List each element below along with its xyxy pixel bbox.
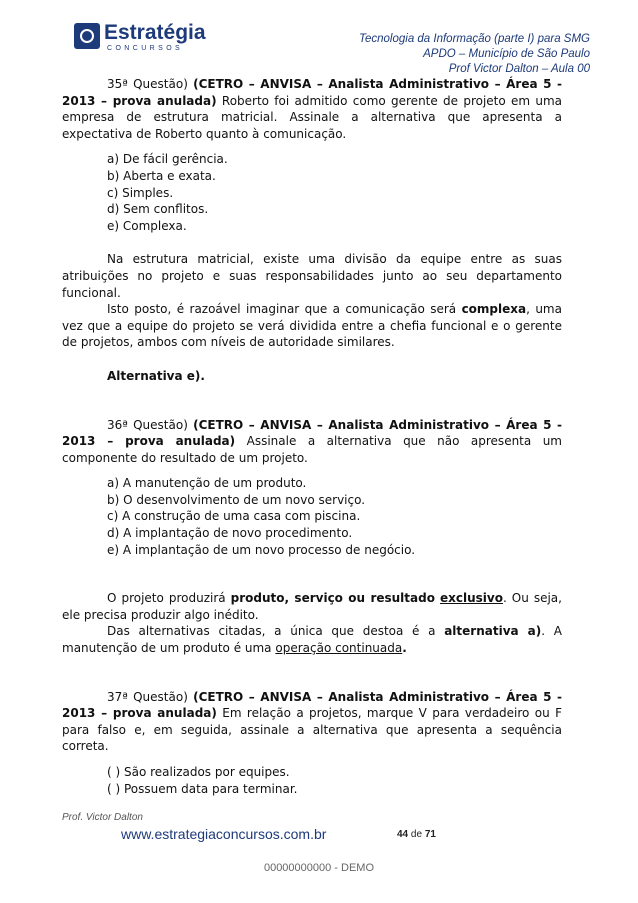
highlight-term: complexa xyxy=(461,302,527,317)
question-stem: Em relação a projetos, marque V para verdadeiro ou F para falso e, em seguida, assinale a alternativa que apresenta a sequência correta. xyxy=(62,706,562,754)
option-a: a) De fácil gerência. xyxy=(107,152,228,167)
question-source: (CETRO – ANVISA – Analista Administrativo – Área 5 - xyxy=(193,689,562,704)
question-source-year: 2013 – prova anulada) xyxy=(62,434,236,449)
statement-item: ( ) São realizados por equipes. xyxy=(107,765,290,779)
option-a: a) A manutenção de um produto. xyxy=(107,476,307,491)
option-d: d) Sem conflitos. xyxy=(107,202,209,217)
page-number xyxy=(397,829,436,840)
page-body xyxy=(62,76,562,797)
question-stem: Assinale a alternativa que não apresenta um componente do resultado de um projeto. xyxy=(62,434,562,465)
header-lesson: Prof Victor Dalton – Aula 00 xyxy=(448,63,590,75)
explanation-paragraph xyxy=(62,623,562,656)
highlight-term-underlined: exclusivo xyxy=(439,591,503,606)
explanation-text: , uma vez que a equipe do projeto se verá dividida entre a chefia funcional e o gerente de projetos, ambos com níveis de autoridade similares. xyxy=(62,302,562,350)
option-b: b) O desenvolvimento de um novo serviço. xyxy=(107,492,366,507)
explanation-text: . Ou seja, ele precisa produzir algo inédito. xyxy=(62,591,562,622)
explanation-paragraph: Na estrutura matricial, existe uma divisão da equipe entre as suas atribuições no projeto e suas responsabilidades junto ao seu departamento funcional. xyxy=(62,252,562,300)
highlight-term: alternativa a) xyxy=(444,624,542,639)
question-number: 35ª Questão) xyxy=(107,77,188,91)
statement-item: ( ) Possuem data para terminar. xyxy=(107,781,298,796)
option-c: c) Simples. xyxy=(107,185,174,200)
explanation-text: Isto posto, é razoável imaginar que a comunicação será xyxy=(107,302,457,317)
question-37 xyxy=(62,689,562,755)
explanation-text: . A manutenção de um produto é uma xyxy=(62,624,562,656)
highlight-term: produto, serviço ou resultado xyxy=(230,591,435,606)
answer xyxy=(62,368,562,385)
estrategia-logo xyxy=(74,23,206,53)
page-of-label: de xyxy=(410,829,423,840)
option-e: e) A implantação de um novo processo de negócio. xyxy=(107,542,416,557)
option-c: c) A construção de uma casa com piscina. xyxy=(107,509,361,524)
question-number: 36ª Questão) xyxy=(107,417,188,432)
owl-logo-icon xyxy=(74,23,100,49)
footer-author: Prof. Victor Dalton xyxy=(62,812,143,823)
period: . xyxy=(402,641,407,656)
footer-website-link[interactable]: www.estrategiaconcursos.com.br xyxy=(121,826,327,842)
logo-subtitle: CONCURSOS xyxy=(107,45,184,52)
explanation-text: O projeto produzirá xyxy=(107,591,226,606)
demo-watermark: 00000000000 - DEMO xyxy=(263,862,375,874)
header-course-title: Tecnologia da Informação (parte I) para SMG xyxy=(359,33,590,45)
current-page: 44 xyxy=(397,829,409,840)
explanation-text: Das alternativas citadas, a única que destoa é a xyxy=(107,624,436,639)
question-source-year: 2013 – prova anulada) xyxy=(62,706,217,721)
question-35 xyxy=(62,76,562,142)
option-d: d) A implantação de novo procedimento. xyxy=(107,526,353,541)
question-source: (CETRO – ANVISA – Analista Administrativo – Área 5 - xyxy=(193,417,562,432)
logo-name: Estratégia xyxy=(104,21,206,44)
explanation-paragraph xyxy=(62,301,562,351)
option-b: b) Aberta e exata. xyxy=(107,168,216,183)
question-source-year: 2013 – prova anulada) xyxy=(62,93,217,108)
question-36 xyxy=(62,417,562,467)
explanation-paragraph xyxy=(62,590,562,623)
answer-text: Alternativa e). xyxy=(107,368,205,383)
header-exam-name: APDO – Município de São Paulo xyxy=(423,48,590,60)
question-source: (CETRO – ANVISA – Analista Administrativo – Área 5 - xyxy=(193,77,562,91)
total-pages: 71 xyxy=(424,829,436,840)
question-stem: Roberto foi admitido como gerente de projeto em uma empresa de estrutura matricial. Assinale a alternativa que apresenta a expectativa de Roberto quanto à comunicação. xyxy=(62,93,563,141)
question-number: 37ª Questão) xyxy=(107,689,188,704)
option-e: e) Complexa. xyxy=(107,218,187,233)
underlined-term: operação continuada xyxy=(275,641,403,656)
